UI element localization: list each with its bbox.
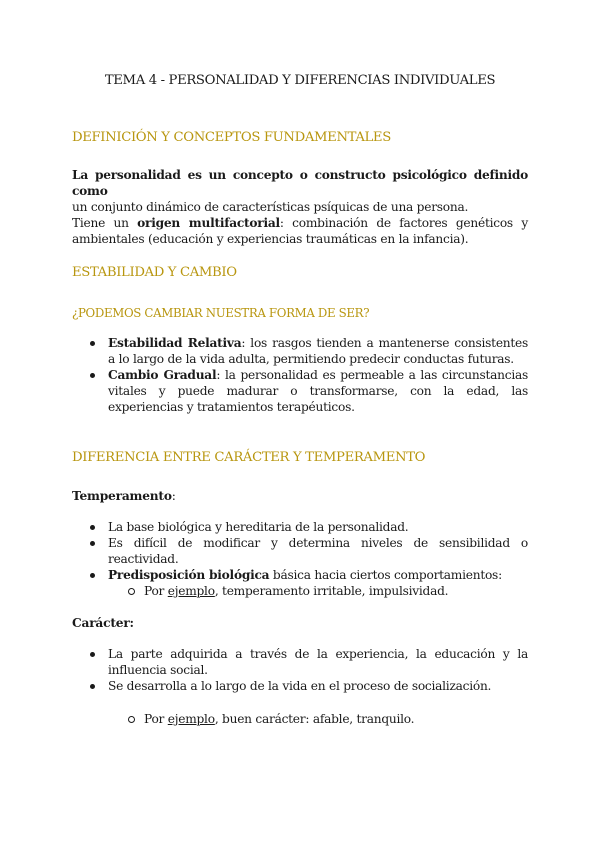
temperamento-label-text: Temperamento bbox=[72, 489, 172, 503]
temperamento-colon: : bbox=[171, 489, 176, 503]
list-item: La base biológica y hereditaria de la personalidad. bbox=[72, 519, 528, 535]
temperamento-label bbox=[72, 488, 176, 504]
bullet-bold: Cambio Gradual bbox=[108, 368, 217, 382]
heading-estabilidad: ESTABILIDAD Y CAMBIO bbox=[72, 265, 237, 280]
heading-definicion: DEFINICIÓN Y CONCEPTOS FUNDAMENTALES bbox=[72, 130, 391, 145]
definition-paragraph bbox=[72, 167, 528, 247]
caracter-example-list bbox=[128, 711, 414, 727]
example-link[interactable]: ejemplo bbox=[167, 712, 215, 726]
list-item bbox=[72, 335, 528, 367]
estabilidad-list bbox=[72, 335, 528, 415]
list-item bbox=[128, 711, 414, 727]
heading-diferencia: DIFERENCIA ENTRE CARÁCTER Y TEMPERAMENTO bbox=[72, 450, 426, 465]
temperamento-list bbox=[72, 519, 528, 583]
caracter-label: Carácter: bbox=[72, 616, 134, 630]
caracter-list bbox=[72, 646, 528, 694]
bullet-text: : los rasgos tienden a mantenerse consistentes a lo largo de la vida adulta, permitiendo predecir conductas futuras. bbox=[108, 336, 529, 366]
bullet-text: básica hacia ciertos comportamientos: bbox=[269, 568, 502, 582]
temperamento-example-list bbox=[128, 583, 448, 599]
bullet-bold: Predisposición biológica bbox=[108, 568, 270, 582]
example-link[interactable]: ejemplo bbox=[167, 584, 215, 598]
bullet-text: : la personalidad es permeable a las circunstancias vitales y puede madurar o transformarse, con la edad, las experiencias y tratamientos terapéuticos. bbox=[108, 368, 528, 414]
definition-bold-text: La personalidad es un concepto o constructo psicológico definido como bbox=[72, 168, 528, 198]
example-text: , temperamento irritable, impulsividad. bbox=[214, 584, 449, 598]
list-item bbox=[72, 567, 528, 583]
origin-intro: Tiene un bbox=[72, 216, 138, 230]
example-text: , buen carácter: afable, tranquilo. bbox=[214, 712, 415, 726]
list-item: Se desarrolla a lo largo de la vida en el proceso de socialización. bbox=[72, 678, 528, 694]
list-item: La parte adquirida a través de la experiencia, la educación y la influencia social. bbox=[72, 646, 528, 678]
list-item bbox=[72, 367, 528, 415]
list-item bbox=[128, 583, 448, 599]
origin-bold: origen multifactorial bbox=[137, 216, 280, 230]
origin-text: : combinación de factores genéticos y ambientales (educación y experiencias traumáticas en la infancia). bbox=[72, 216, 529, 246]
definition-text: un conjunto dinámico de características psíquicas de una persona. bbox=[72, 200, 469, 214]
subheading-cambiar: ¿PODEMOS CAMBIAR NUESTRA FORMA DE SER? bbox=[72, 306, 370, 320]
list-item: Es difícil de modificar y determina niveles de sensibilidad o reactividad. bbox=[72, 535, 528, 567]
example-prefix: Por bbox=[144, 712, 168, 726]
bullet-bold: Estabilidad Relativa bbox=[108, 336, 242, 350]
example-prefix: Por bbox=[144, 584, 168, 598]
document-title: TEMA 4 - PERSONALIDAD Y DIFERENCIAS INDIVIDUALES bbox=[104, 73, 496, 88]
